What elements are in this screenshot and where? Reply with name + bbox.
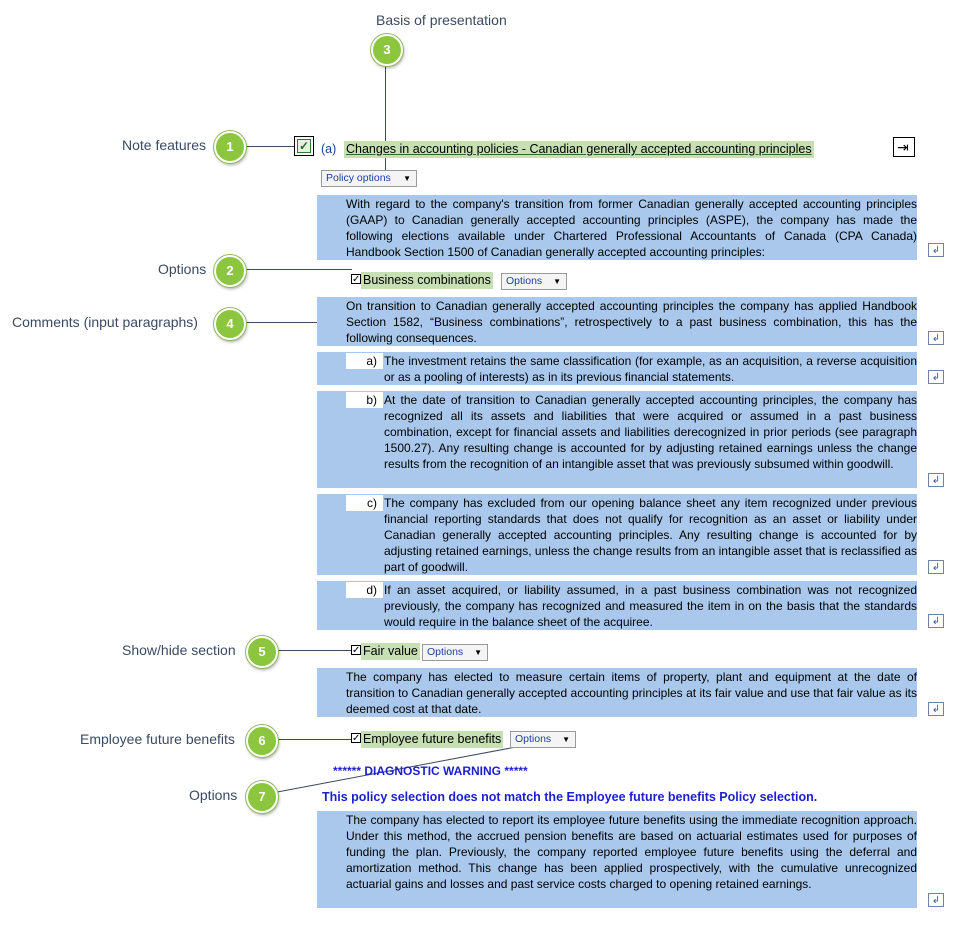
leader-line-4	[242, 322, 318, 323]
item-b-text[interactable]: At the date of transition to Canadian generally accepted accounting principles, the company has recognized all its assets and liabilities that were acquired or assumed in a past business combination, except for financial assets and liabilities derecognized in prior periods (see paragraph 1500.27). Any resulting change is accounted for by adjusting retained earnings unless the change results from the recognition of an intangible asset that was previously subsumed within goodwill.	[384, 393, 917, 471]
checkmark-icon: ✓	[298, 139, 310, 153]
callout-badge-5: 5	[246, 636, 278, 668]
item-a-text[interactable]: The investment retains the same classification (for example, as an acquisition, a reverse acquisition or as a pooling of interests) as in its previous financial statements.	[384, 354, 917, 384]
policy-options-dropdown[interactable]	[321, 170, 417, 187]
edit-icon[interactable]: ↲	[928, 473, 944, 487]
employee-benefits-checkbox[interactable]: ✓	[352, 733, 361, 744]
note-features-checkbox[interactable]	[294, 136, 314, 156]
fair-value-checkbox[interactable]: ✓	[352, 645, 361, 656]
fair-value-options-dropdown[interactable]	[422, 644, 488, 661]
business-paragraph[interactable]: On transition to Canadian generally accepted accounting principles the company has applied Handbook Section 1582, “Business combinations”, retrospectively to a past business combination, this has the following consequences.	[346, 299, 917, 345]
employee-benefits-options-dropdown[interactable]	[510, 731, 576, 748]
fair-value-label: Fair value	[363, 644, 418, 658]
intro-paragraph[interactable]: With regard to the company's transition from former Canadian generally accepted accounting principles (GAAP) to Canadian generally accepted accounting principles (ASPE), the company has made the following elections available under Chartered Professional Accountants of Canada (CPA Canada) Handbook Section 1500 of Canadian generally accepted accounting principles:	[346, 197, 917, 259]
callout-label-basis-of-presentation: Basis of presentation	[376, 12, 507, 28]
edit-icon[interactable]: ↲	[928, 614, 944, 628]
callout-badge-2: 2	[214, 255, 246, 287]
edit-icon[interactable]: ↲	[928, 893, 944, 907]
chevron-down-icon: ▼	[553, 277, 561, 286]
business-combinations-checkbox[interactable]: ✓	[352, 274, 361, 285]
business-options-label: Options	[506, 275, 543, 287]
diagnostic-warning-detail: This policy selection does not match the Employee future benefits Policy selection.	[322, 790, 818, 804]
edit-icon[interactable]: ↲	[928, 702, 944, 716]
note-letter: (a)	[321, 142, 337, 156]
leader-line-5	[274, 650, 352, 651]
callout-label-options-7: Options	[189, 787, 238, 803]
employee-options-label: Options	[515, 733, 552, 745]
export-icon: ⇥	[897, 139, 909, 155]
callout-label-note-features: Note features	[122, 137, 207, 153]
callout-label-employee-future-benefits: Employee future benefits	[80, 731, 235, 747]
callout-badge-7: 7	[246, 781, 278, 813]
callout-label-options-2: Options	[158, 261, 207, 277]
edit-icon[interactable]: ↲	[928, 560, 944, 574]
edit-icon[interactable]: ↲	[928, 370, 944, 384]
leader-line-1	[242, 146, 294, 147]
chevron-down-icon: ▼	[403, 174, 411, 183]
edit-icon[interactable]: ↲	[928, 243, 944, 257]
note-title[interactable]: Changes in accounting policies - Canadian generally accepted accounting principles	[346, 142, 812, 156]
item-a-letter: a)	[346, 353, 383, 369]
chevron-down-icon: ▼	[474, 648, 482, 657]
leader-line-6	[274, 739, 352, 740]
callout-badge-1: 1	[214, 131, 246, 163]
fair-value-paragraph[interactable]: The company has elected to measure certain items of property, plant and equipment at the date of transition to Canadian generally accepted accounting principles at its fair value and use that fair value as its deemed cost at that date.	[346, 670, 917, 716]
item-d-text[interactable]: If an asset acquired, or liability assumed, in a past business combination was not recognized previously, the company has recognized and measured the item in on the basis that the standards would require in the balance sheet of the acquiree.	[384, 583, 917, 629]
diagnostic-warning: ****** DIAGNOSTIC WARNING *****	[333, 764, 528, 778]
business-combinations-label: Business combinations	[363, 273, 491, 287]
export-button[interactable]	[893, 137, 915, 157]
employee-benefits-label: Employee future benefits	[363, 732, 502, 746]
chevron-down-icon: ▼	[562, 735, 570, 744]
item-b-letter: b)	[346, 392, 383, 408]
callout-badge-6: 6	[246, 725, 278, 757]
business-combinations-options-dropdown[interactable]	[501, 273, 567, 290]
item-c-letter: c)	[346, 495, 383, 511]
callout-badge-4: 4	[214, 308, 246, 340]
item-c-text[interactable]: The company has excluded from our opening balance sheet any item recognized under previous financial reporting standards that does not qualify for recognition as an asset or liability under Canadian generally accepted accounting principles. Any resulting change is accounted for by adjusting retained earnings, unless the change results from an intangible asset that is reclassified as part of goodwill.	[384, 496, 917, 574]
callout-badge-3: 3	[371, 34, 403, 66]
fair-value-options-label: Options	[427, 646, 464, 658]
callout-label-comments: Comments (input paragraphs)	[12, 314, 198, 330]
leader-line-2	[242, 269, 352, 270]
edit-icon[interactable]: ↲	[928, 331, 944, 345]
callout-label-show-hide-section: Show/hide section	[122, 642, 236, 658]
item-d-letter: d)	[346, 582, 383, 598]
employee-paragraph[interactable]: The company has elected to report its employee future benefits using the immediate recognition approach. Under this method, the accrued pension benefits are based on actuarial estimates used for purposes of funding the plan. Previously, the company reported employee future benefits using the deferral and amortization method. This change has been applied prospectively, with the cumulative unrecognized actuarial gains and losses and past service costs charged to opening retained earnings.	[346, 813, 917, 891]
policy-options-label: Policy options	[326, 172, 391, 184]
